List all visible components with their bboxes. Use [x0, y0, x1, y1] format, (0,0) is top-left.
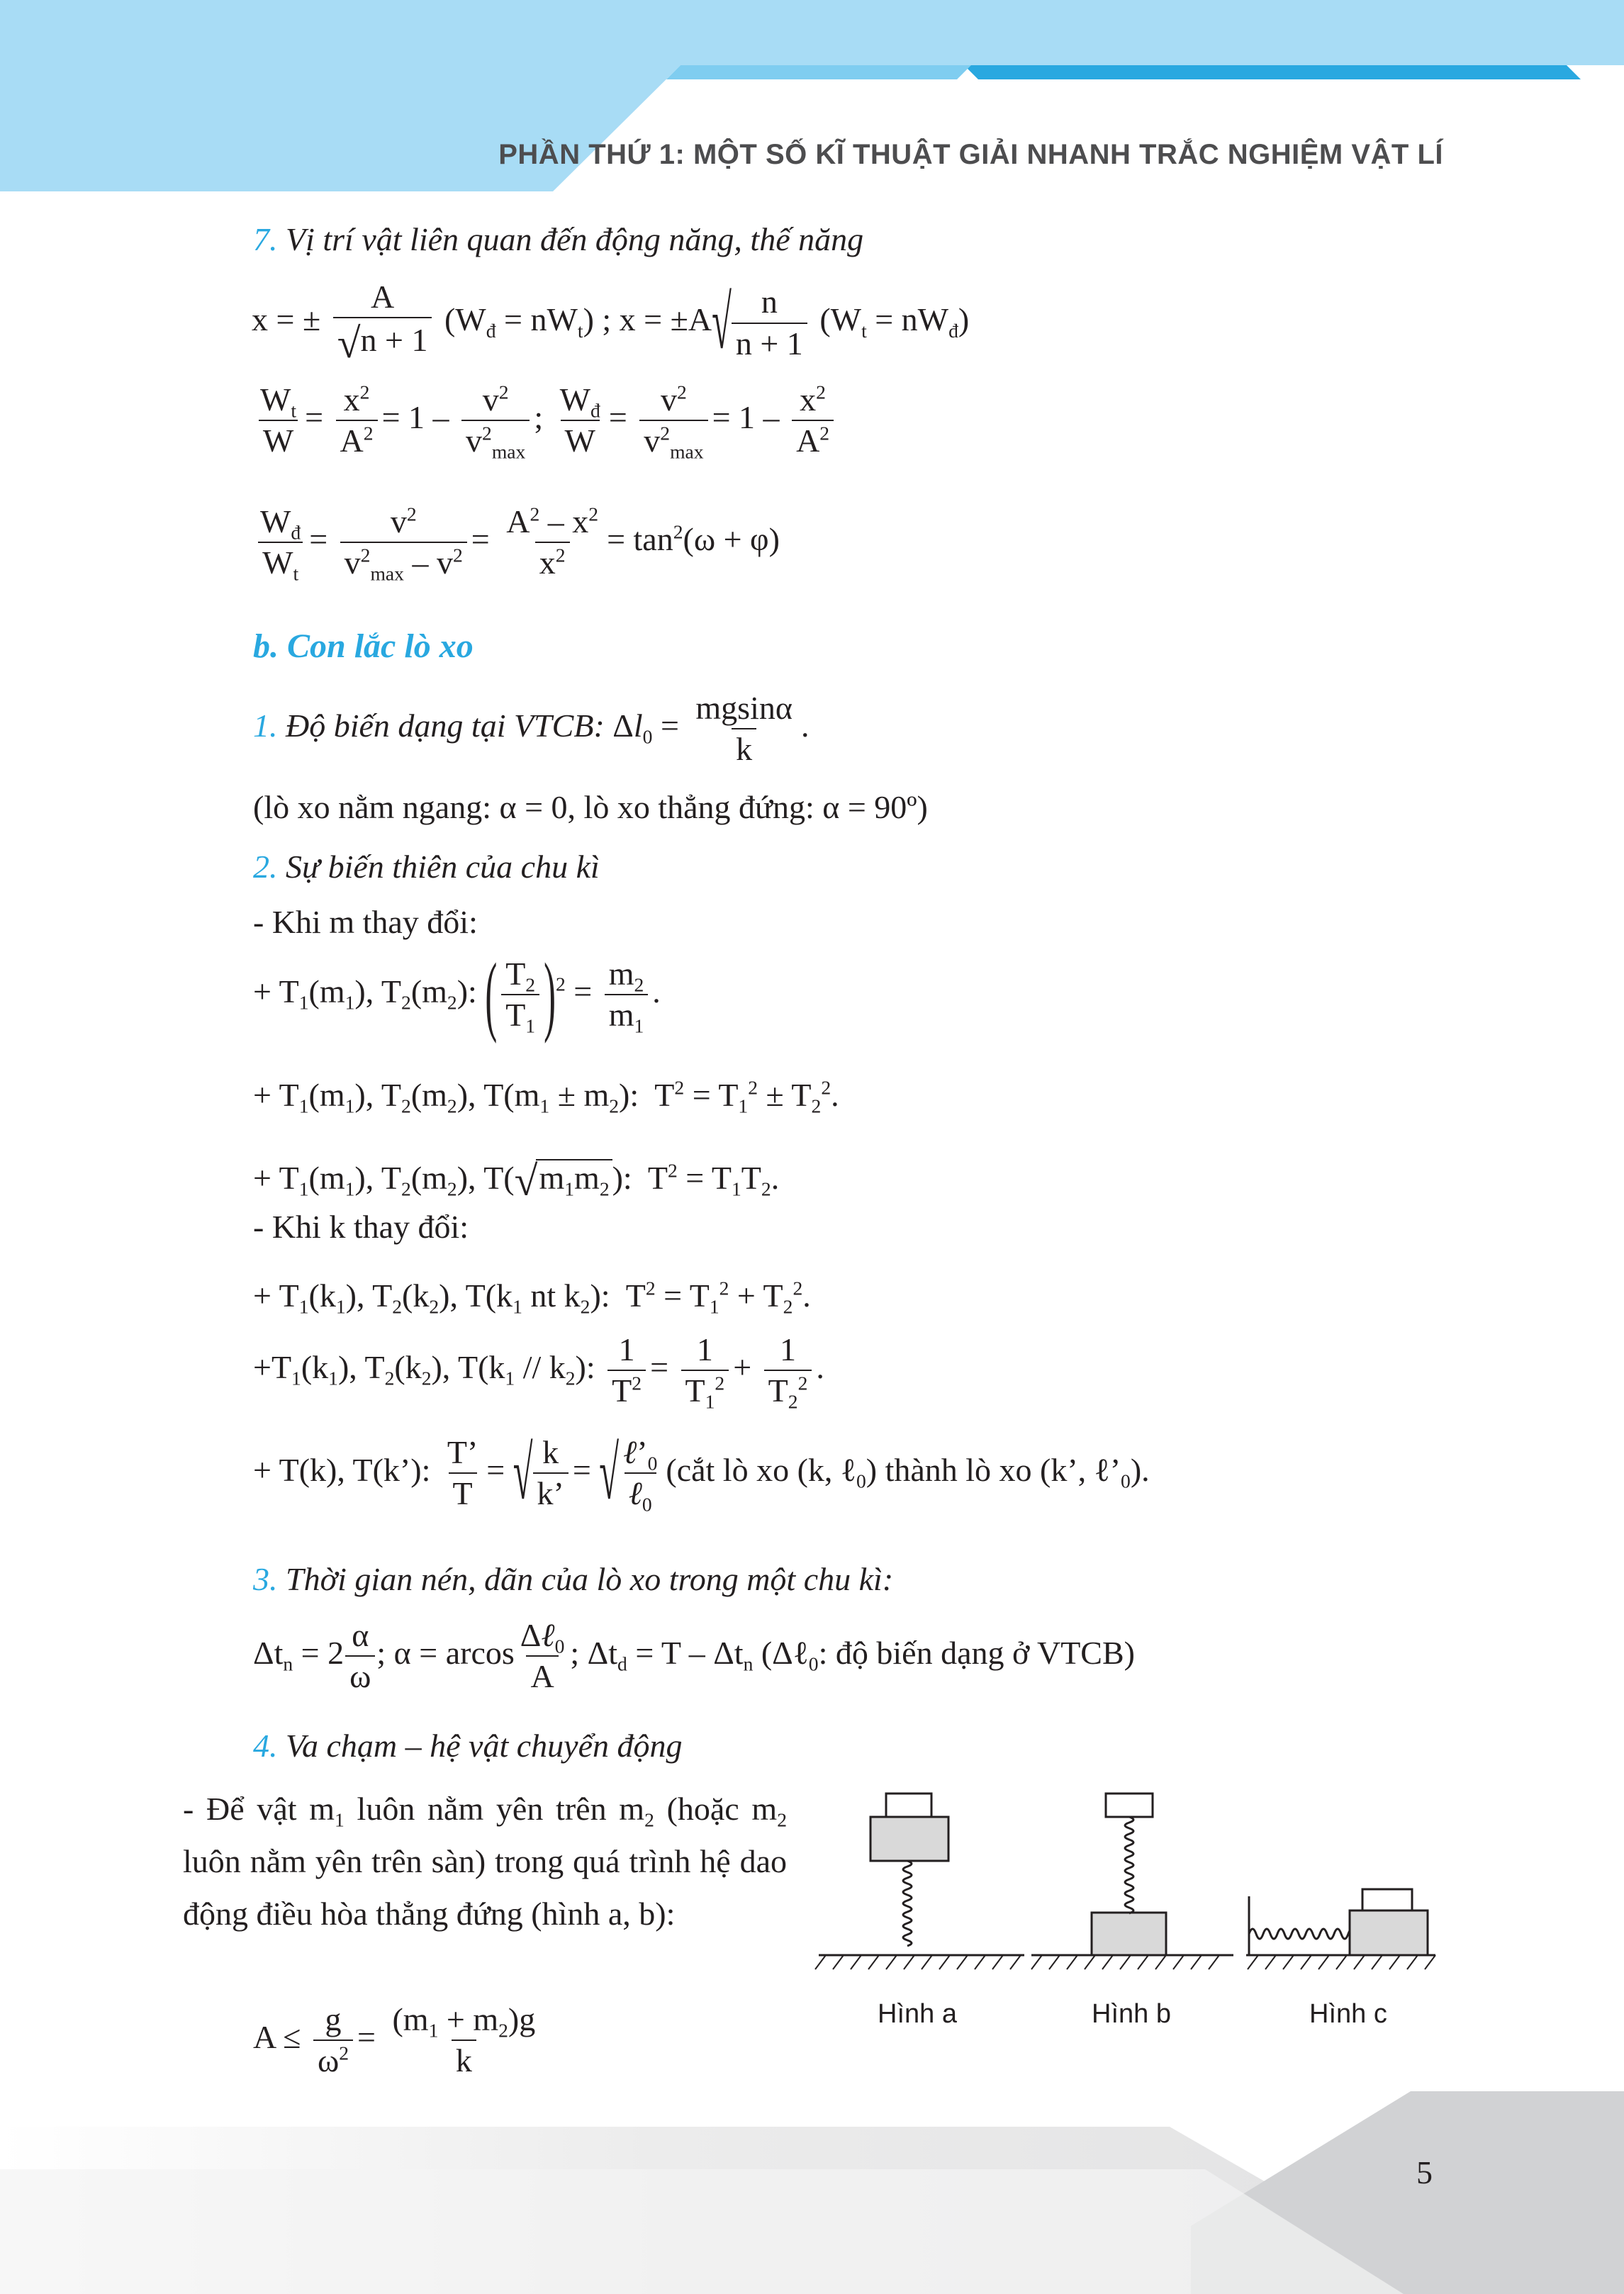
section-7-heading: [253, 223, 863, 256]
figure-c-drawing: [1246, 1889, 1435, 1969]
footer-band: [0, 2084, 1624, 2294]
formula-amplitude-limit: A ≤ $\frac{g}{\omega^2}$ = $\frac{(m_1 + m_2)g}{k}$: [253, 2001, 536, 2079]
item-2-m-change: - Khi m thay đổi:: [253, 904, 478, 940]
cut-note-c: ).: [1130, 1451, 1150, 1488]
item-3-title: Thời gian nén, dãn của lò xo trong một chu kì:: [286, 1561, 894, 1597]
figure-b-drawing: [1031, 1794, 1233, 1969]
item-1-line: 1. Độ biến dạng tại VTCB: $\Delta l_0$ = $\frac{mgsin\alpha}{k}$ .: [253, 690, 810, 768]
formula-compression-time: $\Delta t_n = 2$ $\frac{\alpha}{\omega}$ ; α = arcos $\frac{\Delta\ell_0}{A}$ ; $\Delta t_d = T - \Delta t_n$ (Δℓ$_0$: độ biến dạng ở VTCB): [253, 1617, 1135, 1695]
para-part-a: - Để vật m: [183, 1791, 335, 1827]
para-part-c: (hoặc m: [654, 1791, 778, 1827]
item-3-number: 3.: [253, 1561, 278, 1597]
formula-cut-spring: + T(k), T(k’): $\frac{T’}{T}$ = √ $\frac{k}{k’}$ = √ $\frac{\ell’_0}{\ell_0}$ (cắt lò xo (k, ℓ$_0$) thành lò xo (k’, $\ell’_0$).: [253, 1431, 1150, 1516]
cut-note-a: (cắt lò xo (k, ℓ: [666, 1451, 856, 1488]
item-2-title: Sự biến thiên của chu kì: [286, 849, 600, 885]
cut-note-b: ) thành lò xo (k’, ℓ’: [866, 1451, 1121, 1488]
item-4-paragraph: - Để vật $m_1$ luôn nằm yên trên $m_2$ (hoặc $m_2$ luôn nằm yên trên sàn) trong quá trình hệ dao động điều hòa thẳng đứng (hình a, b):: [183, 1791, 787, 1932]
para-part-d: luôn nằm yên trên sàn) trong quá trình hệ dao động điều hòa thẳng đứng (hình a, b):: [183, 1843, 787, 1932]
figure-c-caption: Hình c: [1309, 1999, 1387, 2029]
formula-period-k-parallel: $+T_1(k_1)$, $T_2(k_2)$, $T(k_1 // k_2)$: $\frac{1}{T^2}$ = $\frac{1}{T_1^2}$ + $\frac{1}{T_2^2}$ .: [253, 1331, 824, 1413]
formula-period-k-series: + $T_1(k_1)$, $T_2(k_2)$, $T(k_1$ nt $k_2$): $T^2 = T_1^2 + T_2^2$.: [253, 1277, 811, 1318]
section-7-title: Vị trí vật liên quan đến động năng, thế năng: [286, 221, 864, 257]
item-4-number: 4.: [253, 1728, 278, 1764]
section-7-number: 7.: [253, 221, 278, 257]
header-title: PHẦN THỨ 1: MỘT SỐ KĨ THUẬT GIẢI NHANH TRẮC NGHIỆM VẬT LÍ: [498, 139, 1443, 170]
item-2-number: 2.: [253, 849, 278, 885]
item-3-heading: [253, 1563, 893, 1596]
formula-position-energy: x = ± $\frac{A}{√n + 1}$ $(W_đ = nW_t)$ ; x = ±A√ $\frac{n}{n + 1}$ $(W_t = nW_đ)$: [252, 279, 970, 367]
compression-note-b: : độ biến dạng ở VTCB): [818, 1634, 1135, 1671]
item-2-heading: [253, 851, 600, 883]
figure-a-drawing: [815, 1794, 1024, 1969]
item-1-title: Độ biến dạng tại VTCB:: [286, 707, 605, 744]
formula-period-mass-1: + $T_1(m_1)$, $T_2(m_2)$: ( $\frac{T_2}{T_1}$ )$^2$ = $\frac{m_2}{m_1}$ .: [253, 944, 661, 1044]
para-part-b: luôn nằm yên trên m: [344, 1791, 645, 1827]
item-2-k-change: - Khi k thay đổi:: [253, 1209, 469, 1245]
formula-period-mass-3: + $T_1(m_1)$, $T_2(m_2)$, $T(√m_1m_2)$: $T^2 = T_1T_2$.: [253, 1157, 780, 1204]
item-1-number: 1.: [253, 707, 278, 744]
item-1-note: (lò xo nằm ngang: α = 0, lò xo thẳng đứng: α = 90º): [253, 789, 928, 825]
page-number: 5: [1416, 2154, 1433, 2191]
compression-note-a: (Δℓ: [761, 1634, 809, 1671]
formula-energy-ratio-1: $\frac{W_t}{W}$ = $\frac{x^2}{A^2}$ = 1 – $\frac{v^2}{v^2_{max}}$ ; $\frac{W_đ}{W}$ = $\frac{v^2}{v^2_{max}}$ = 1 – $\frac{x^2}{A^2}$: [252, 383, 838, 459]
formula-energy-ratio-2: $\frac{W_đ}{W_t}$ = $\frac{v^2}{v^2_{max} - v^2}$ = $\frac{A^2 - x^2}{x^2}$ = $\tan^2(\omega + \varphi)$: [252, 505, 780, 581]
formula-period-mass-2: + $T_1(m_1)$, $T_2(m_2)$, $T(m_1 \pm m_2)$: $T^2 = T_1^2 \pm T_2^2$.: [253, 1076, 839, 1117]
figure-a-caption: Hình a: [878, 1999, 957, 2029]
section-b-title: b. Con lắc lò xo: [253, 627, 474, 665]
item-4-title: Va chạm – hệ vật chuyển động: [286, 1728, 683, 1764]
item-4-heading: [253, 1730, 683, 1762]
figure-b-caption: Hình b: [1092, 1999, 1171, 2029]
